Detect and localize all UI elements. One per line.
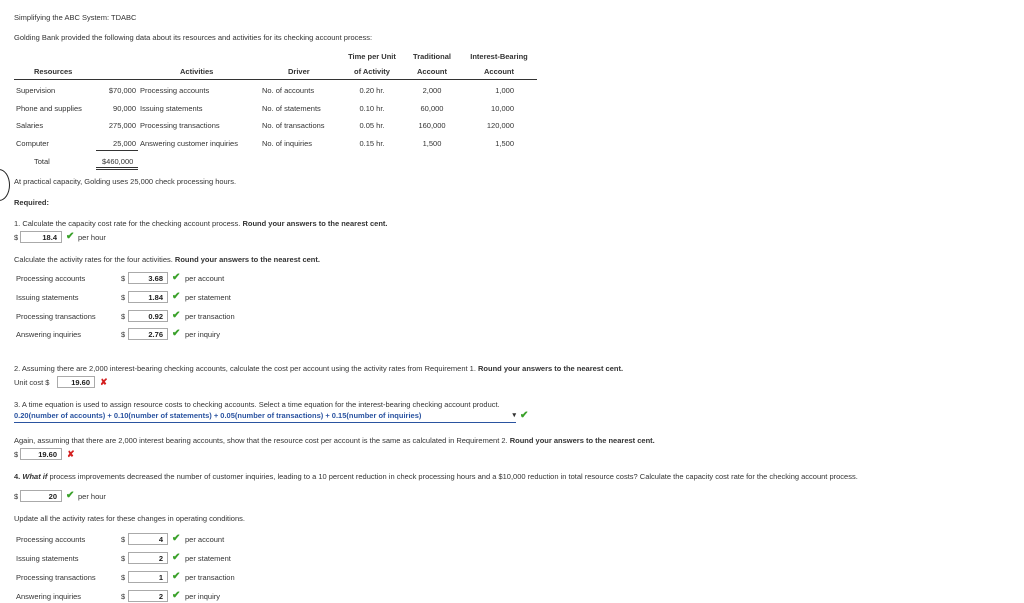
unit-label: per account [185,535,225,544]
check-icon: ✔ [172,552,181,563]
unit-label: per hour [78,233,106,242]
chevron-down-icon[interactable]: ▾ [512,412,516,419]
resource-cell: Salaries [16,121,44,130]
resource-cost-input[interactable]: 19.60 [20,448,62,460]
rate-label: Processing accounts [16,535,86,544]
check-icon: ✔ [172,590,181,601]
rate-label: Processing transactions [16,573,96,582]
unit-label: per inquiry [185,592,221,601]
header-int-2: Account [484,67,514,76]
time-equation-selected: 0.20(number of accounts) + 0.10(number of statements) + 0.05(number of transactions) + 0.15(number of inquiries) [14,411,422,420]
header-trad-2: Account [417,67,447,76]
time-cell: 0.15 hr. [359,139,385,148]
unit-cost-label: Unit cost $ [14,378,50,387]
rate-label: Issuing statements [16,554,79,563]
time-equation-select[interactable] [14,411,516,423]
int-cell: 1,000 [495,86,514,95]
required-label: Required: [14,198,50,207]
currency-symbol: $ [14,492,19,501]
total-double-rule-1 [96,167,138,168]
currency-symbol: $ [121,293,126,302]
check-icon: ✔ [172,571,181,582]
unit-label: per transaction [185,573,235,582]
activity-cell: Answering customer inquiries [140,139,238,148]
check-icon: ✔ [172,310,181,321]
driver-cell: No. of accounts [262,86,315,95]
check-icon: ✔ [66,231,75,242]
currency-symbol: $ [121,330,126,339]
currency-symbol: $ [121,573,126,582]
new-activity-rate-input[interactable]: 1 [128,571,168,583]
total-label: Total [34,157,50,166]
check-icon: ✔ [172,533,181,544]
time-cell: 0.10 hr. [359,104,385,113]
header-time-2: of Activity [354,67,390,76]
int-cell: 120,000 [486,121,514,130]
unit-label: per transaction [185,312,235,321]
rate-label: Processing accounts [16,274,86,283]
rate-label: Processing transactions [16,312,96,321]
capacity-note: At practical capacity, Golding uses 25,000 check processing hours. [14,177,237,186]
activity-cell: Processing transactions [140,121,220,130]
new-activity-rate-input[interactable]: 4 [128,533,168,545]
rate-label: Answering inquiries [16,592,82,601]
q1-activity-prompt: Calculate the activity rates for the four activities. Round your answers to the nearest cent. [14,255,320,264]
unit-cost-input[interactable]: 19.60 [57,376,95,388]
activity-cell: Processing accounts [140,86,210,95]
new-activity-rate-input[interactable]: 2 [128,590,168,602]
amount-cell: $70,000 [108,86,136,95]
currency-symbol: $ [14,450,19,459]
unit-label: per statement [185,554,231,563]
trad-cell: 60,000 [420,104,444,113]
check-icon: ✔ [520,410,529,421]
driver-cell: No. of inquiries [262,139,313,148]
activity-rate-input[interactable]: 2.76 [128,328,168,340]
activity-rate-input[interactable]: 0.92 [128,310,168,322]
header-activities: Activities [180,67,214,76]
total-rule [96,150,138,151]
unit-label: per statement [185,293,231,302]
page-title: Simplifying the ABC System: TDABC [14,13,137,22]
q3-prompt: 3. A time equation is used to assign resource costs to checking accounts. Select a time equation for the interest-bearing checking account product. [14,400,500,409]
resource-cell: Supervision [16,86,56,95]
driver-cell: No. of statements [262,104,321,113]
new-activity-rate-input[interactable]: 2 [128,552,168,564]
header-time-1: Time per Unit [348,52,396,61]
time-cell: 0.20 hr. [359,86,385,95]
q3-again-prompt: Again, assuming that there are 2,000 interest bearing accounts, show that the resource cost per account is the same as calculated in Requirement 2. Round your answers to the nearest cent. [14,436,655,445]
currency-symbol: $ [14,233,19,242]
rate-label: Issuing statements [16,293,79,302]
scroll-marker-circle [0,169,10,201]
unit-label: per account [185,274,225,283]
total-amount: $460,000 [102,157,134,166]
unit-label: per inquiry [185,330,221,339]
currency-symbol: $ [121,312,126,321]
capacity-rate-input[interactable]: 18.4 [20,231,62,243]
currency-symbol: $ [121,274,126,283]
time-cell: 0.05 hr. [359,121,385,130]
driver-cell: No. of transactions [262,121,325,130]
q4-prompt: 4. What if process improvements decreased the number of customer inquiries, leading to a 10 percent reduction in check processing hours and a $10,000 reduction in total resource costs? Calculate the capacity cost rate for the checking account process. [14,472,858,481]
currency-symbol: $ [121,592,126,601]
amount-cell: 275,000 [108,121,136,130]
cross-icon: ✘ [67,449,75,459]
amount-cell: 90,000 [113,104,136,113]
q2-prompt: 2. Assuming there are 2,000 interest-bearing checking accounts, calculate the cost per account using the activity rates from Requirement 1. Round your answers to the nearest cent. [14,364,624,373]
new-capacity-rate-input[interactable]: 20 [20,490,62,502]
intro-text: Golding Bank provided the following data about its resources and activities for its checking account process: [14,33,373,42]
trad-cell: 2,000 [422,86,442,95]
trad-cell: 160,000 [418,121,446,130]
cross-icon: ✘ [100,377,108,387]
table-header-rule [14,79,537,80]
activity-rate-input[interactable]: 1.84 [128,291,168,303]
int-cell: 10,000 [491,104,514,113]
check-icon: ✔ [172,328,181,339]
amount-cell: 25,000 [113,139,136,148]
unit-label: per hour [78,492,106,501]
header-driver: Driver [288,67,310,76]
header-int-1: Interest-Bearing [470,52,528,61]
currency-symbol: $ [121,554,126,563]
header-trad-1: Traditional [413,52,451,61]
resource-cell: Phone and supplies [16,104,82,113]
check-icon: ✔ [172,272,181,283]
int-cell: 1,500 [495,139,514,148]
trad-cell: 1,500 [422,139,442,148]
resource-cell: Computer [16,139,49,148]
activity-cell: Issuing statements [140,104,203,113]
check-icon: ✔ [66,490,75,501]
q4-update-prompt: Update all the activity rates for these changes in operating conditions. [14,514,245,523]
check-icon: ✔ [172,291,181,302]
currency-symbol: $ [121,535,126,544]
rate-label: Answering inquiries [16,330,82,339]
q1-prompt: 1. Calculate the capacity cost rate for the checking account process. Round your answers to the nearest cent. [14,219,388,228]
header-resources: Resources [34,67,73,76]
activity-rate-input[interactable]: 3.68 [128,272,168,284]
total-double-rule-2 [96,169,138,170]
